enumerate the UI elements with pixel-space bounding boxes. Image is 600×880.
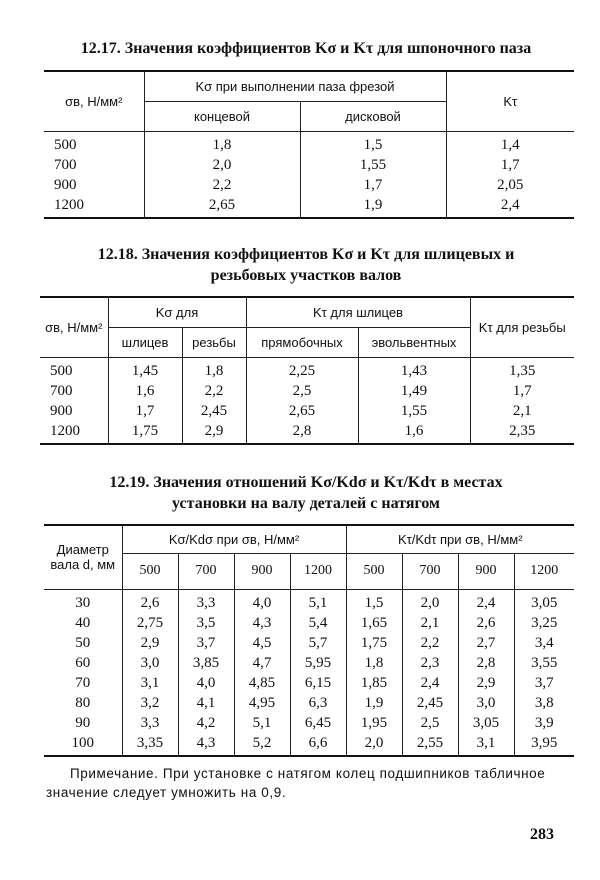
table-12-19-caption-line2: установки на валу деталей с натягом [172,495,440,512]
ktau-splines-header: Kτ для шлицев [246,297,470,327]
value-cell: 3,7 [514,673,574,693]
value-cell: 1,5 [300,131,446,155]
value-cell: 2,3 [402,653,458,673]
row-key-cell: 70 [44,673,122,693]
table-12-18-caption-line2: резьбовых участков валов [210,267,402,284]
value-cell: 3,1 [458,733,514,756]
value-cell: 4,0 [234,589,290,613]
value-cell: 4,5 [234,633,290,653]
value-cell: 5,2 [234,733,290,756]
value-cell: 5,1 [234,713,290,733]
ktau-header: Kτ [446,71,574,131]
value-cell: 4,85 [234,673,290,693]
table-row [44,613,574,633]
value-cell: 2,5 [402,713,458,733]
strength-header: 700 [178,553,234,589]
table-note: Примечание. При установке с натягом колец подшипников табличное значение следует умножить на 0,9. [46,766,546,800]
value-cell: 2,6 [458,613,514,633]
value-cell: 2,35 [470,421,574,444]
value-cell: 2,0 [402,589,458,613]
end-mill-header: концевой [144,101,300,131]
value-cell: 3,9 [514,713,574,733]
value-cell: 3,3 [178,589,234,613]
value-cell: 2,2 [144,175,300,195]
value-cell: 5,95 [290,653,346,673]
value-cell: 2,8 [458,653,514,673]
value-cell: 2,25 [246,357,358,381]
value-cell: 6,3 [290,693,346,713]
strength-header: 700 [402,553,458,589]
strength-header: 1200 [514,553,574,589]
value-cell: 3,0 [458,693,514,713]
value-cell: 3,2 [122,693,178,713]
value-cell: 1,35 [470,357,574,381]
table-12-19-caption-line1: 12.19. Значения отношений Kσ/Kdσ и Kτ/Kdτ в местах [109,474,503,491]
diameter-header: Диаметр вала d, мм [44,525,122,589]
row-key-cell: 500 [40,357,108,381]
value-cell: 3,5 [178,613,234,633]
table-row [40,381,574,401]
value-cell: 1,9 [346,693,402,713]
value-cell: 3,35 [122,733,178,756]
value-cell: 2,9 [182,421,246,444]
row-key-cell: 900 [44,175,144,195]
row-key-cell: 1200 [44,195,144,218]
row-key-cell: 80 [44,693,122,713]
value-cell: 1,75 [346,633,402,653]
row-key-cell: 60 [44,653,122,673]
value-cell: 4,95 [234,693,290,713]
value-cell: 1,5 [346,589,402,613]
value-cell: 1,75 [108,421,182,444]
value-cell: 1,7 [446,155,574,175]
value-cell: 3,7 [178,633,234,653]
value-cell: 2,9 [122,633,178,653]
value-cell: 1,65 [346,613,402,633]
table-row [44,175,574,195]
value-cell: 6,15 [290,673,346,693]
value-cell: 2,4 [446,195,574,218]
table-row [44,589,574,613]
value-cell: 2,2 [182,381,246,401]
table-row [44,693,574,713]
value-cell: 3,85 [178,653,234,673]
value-cell: 2,65 [246,401,358,421]
disk-mill-header: дисковой [300,101,446,131]
splines-header: шлицев [108,327,182,357]
table-12-17 [44,70,574,219]
sigma-header: σв, Н/мм² [44,71,144,131]
value-cell: 2,45 [182,401,246,421]
ksigma-for-header: Kσ для [108,297,246,327]
table-row [40,421,574,444]
value-cell: 1,45 [108,357,182,381]
value-cell: 1,7 [300,175,446,195]
row-key-cell: 500 [44,131,144,155]
value-cell: 2,7 [458,633,514,653]
value-cell: 5,1 [290,589,346,613]
value-cell: 4,3 [178,733,234,756]
table-12-18 [40,296,574,445]
value-cell: 3,55 [514,653,574,673]
involute-header: эвольвентных [358,327,470,357]
value-cell: 1,8 [346,653,402,673]
value-cell: 3,95 [514,733,574,756]
value-cell: 2,4 [402,673,458,693]
table-row [40,401,574,421]
table-row [44,131,574,155]
page-number: 283 [530,826,554,843]
value-cell: 1,55 [358,401,470,421]
table-row [44,713,574,733]
table-12-19-body [44,589,574,756]
value-cell: 2,6 [122,589,178,613]
value-cell: 1,55 [300,155,446,175]
ksigma-ratio-header: Kσ/Kdσ при σв, Н/мм² [122,525,346,553]
row-key-cell: 700 [40,381,108,401]
strength-header: 500 [346,553,402,589]
straight-sided-header: прямобочных [246,327,358,357]
value-cell: 1,7 [470,381,574,401]
row-key-cell: 900 [40,401,108,421]
ksigma-milling-header: Kσ при выполнении паза фрезой [144,71,446,101]
table-row [44,733,574,756]
row-key-cell: 100 [44,733,122,756]
table-row [44,155,574,175]
table-12-18-caption-line1: 12.18. Значения коэффициентов Kσ и Kτ для шлицевых и [97,246,515,263]
value-cell: 3,05 [458,713,514,733]
sigma-header: σв, Н/мм² [40,297,108,357]
strength-header: 900 [458,553,514,589]
row-key-cell: 90 [44,713,122,733]
value-cell: 1,43 [358,357,470,381]
table-row [44,633,574,653]
value-cell: 1,6 [108,381,182,401]
table-12-19 [44,524,574,757]
value-cell: 3,1 [122,673,178,693]
value-cell: 2,55 [402,733,458,756]
table-row [44,673,574,693]
value-cell: 1,6 [358,421,470,444]
value-cell: 2,9 [458,673,514,693]
value-cell: 1,49 [358,381,470,401]
value-cell: 2,0 [346,733,402,756]
value-cell: 2,45 [402,693,458,713]
value-cell: 1,7 [108,401,182,421]
row-key-cell: 40 [44,613,122,633]
value-cell: 5,7 [290,633,346,653]
row-key-cell: 1200 [40,421,108,444]
table-12-18-body [40,357,574,444]
value-cell: 2,1 [402,613,458,633]
value-cell: 1,8 [144,131,300,155]
value-cell: 4,2 [178,713,234,733]
value-cell: 3,3 [122,713,178,733]
value-cell: 3,05 [514,589,574,613]
value-cell: 4,7 [234,653,290,673]
value-cell: 1,8 [182,357,246,381]
value-cell: 1,4 [446,131,574,155]
value-cell: 2,65 [144,195,300,218]
threads-header: резьбы [182,327,246,357]
value-cell: 2,75 [122,613,178,633]
table-row [44,653,574,673]
value-cell: 2,0 [144,155,300,175]
ktau-ratio-header: Kτ/Kdτ при σв, Н/мм² [346,525,574,553]
ktau-threads-header: Kτ для резьбы [470,297,574,357]
value-cell: 6,6 [290,733,346,756]
value-cell: 2,5 [246,381,358,401]
strength-header: 900 [234,553,290,589]
value-cell: 3,4 [514,633,574,653]
value-cell: 2,8 [246,421,358,444]
strength-header: 500 [122,553,178,589]
table-row [40,357,574,381]
value-cell: 2,1 [470,401,574,421]
value-cell: 4,0 [178,673,234,693]
strength-header: 1200 [290,553,346,589]
table-row [44,195,574,218]
value-cell: 2,05 [446,175,574,195]
value-cell: 1,9 [300,195,446,218]
value-cell: 6,45 [290,713,346,733]
row-key-cell: 30 [44,589,122,613]
value-cell: 1,85 [346,673,402,693]
table-12-17-caption: 12.17. Значения коэффициентов Kσ и Kτ для шпоночного паза [80,40,532,57]
value-cell: 4,1 [178,693,234,713]
value-cell: 3,0 [122,653,178,673]
row-key-cell: 700 [44,155,144,175]
value-cell: 4,3 [234,613,290,633]
table-12-17-body [44,131,574,218]
value-cell: 5,4 [290,613,346,633]
value-cell: 2,4 [458,589,514,613]
row-key-cell: 50 [44,633,122,653]
value-cell: 2,2 [402,633,458,653]
value-cell: 3,25 [514,613,574,633]
value-cell: 3,8 [514,693,574,713]
value-cell: 1,95 [346,713,402,733]
